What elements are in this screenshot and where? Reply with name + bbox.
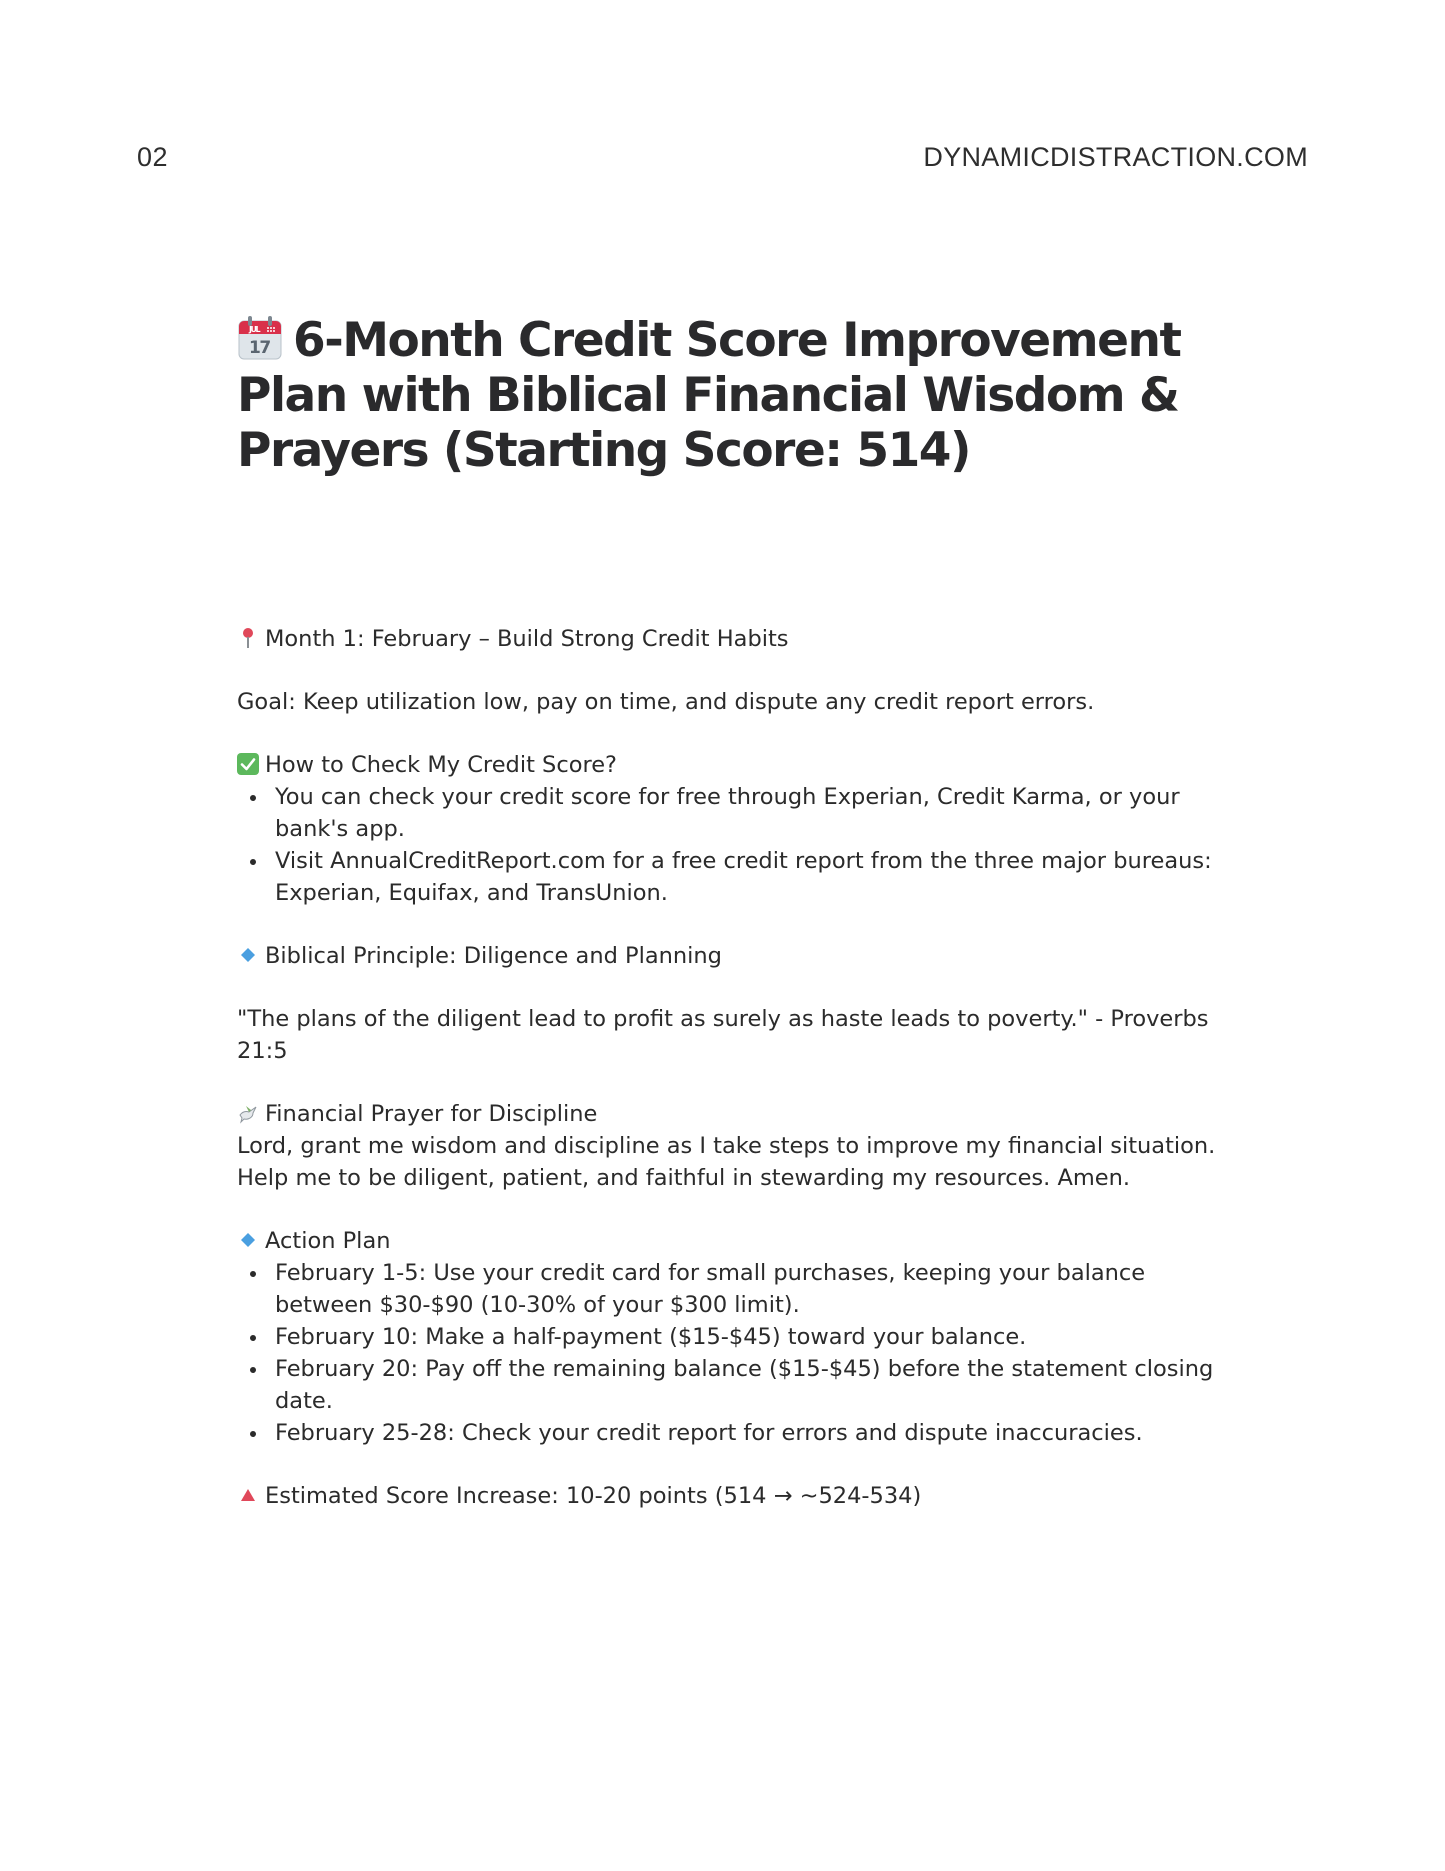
check-score-heading bbox=[237, 749, 1237, 781]
page-title-text: 6-Month Credit Score Improvement Plan with Biblical Financial Wisdom & Prayers (Starting Score: 514) bbox=[237, 313, 1181, 478]
site-name: DYNAMICDISTRACTION.COM bbox=[923, 142, 1308, 172]
blue-diamond-icon bbox=[237, 1229, 259, 1251]
list-item: Visit AnnualCreditReport.com for a free credit report from the three major bureaus: Experian, Equifax, and TransUnion. bbox=[275, 845, 1237, 909]
prayer-heading-text: Financial Prayer for Discipline bbox=[265, 1101, 598, 1127]
list-item: February 25-28: Check your credit report for errors and dispute inaccuracies. bbox=[275, 1417, 1237, 1449]
dove-icon bbox=[237, 1102, 259, 1124]
bible-verse: "The plans of the diligent lead to profit as surely as haste leads to poverty." - Proverbs 21:5 bbox=[237, 1006, 1209, 1064]
month-heading-text: Month 1: February – Build Strong Credit Habits bbox=[265, 626, 789, 652]
month-heading bbox=[237, 623, 1237, 655]
action-plan-list bbox=[237, 1257, 1237, 1449]
check-score-list bbox=[237, 781, 1237, 909]
svg-text:17: 17 bbox=[249, 338, 270, 358]
list-item: You can check your credit score for free through Experian, Credit Karma, or your bank's app. bbox=[275, 781, 1237, 845]
page-title bbox=[237, 313, 1237, 478]
check-mark-icon bbox=[237, 753, 259, 775]
prayer-text: Lord, grant me wisdom and discipline as I take steps to improve my financial situation. Help me to be diligent, patient, and faithful in stewarding my resources. Amen. bbox=[237, 1133, 1216, 1191]
month-section bbox=[237, 623, 1237, 1512]
action-plan-heading bbox=[237, 1225, 1237, 1257]
estimated-increase-text: Estimated Score Increase: 10-20 points (514 → ~524-534) bbox=[265, 1483, 922, 1509]
page-number: 02 bbox=[137, 142, 169, 172]
list-item: February 1-5: Use your credit card for small purchases, keeping your balance between $30-$90 (10-30% of your $300 limit). bbox=[275, 1257, 1237, 1321]
goal-text: Goal: Keep utilization low, pay on time, and dispute any credit report errors. bbox=[237, 689, 1095, 715]
principle-heading bbox=[237, 940, 1237, 972]
principle-heading-text: Biblical Principle: Diligence and Planning bbox=[265, 943, 722, 969]
list-item: February 10: Make a half-payment ($15-$45) toward your balance. bbox=[275, 1321, 1237, 1353]
svg-text:JUL: JUL bbox=[249, 325, 260, 334]
prayer-heading bbox=[237, 1098, 1237, 1130]
check-score-heading-text: How to Check My Credit Score? bbox=[265, 752, 618, 778]
list-item: February 20: Pay off the remaining balance ($15-$45) before the statement closing date. bbox=[275, 1353, 1237, 1417]
red-triangle-icon bbox=[237, 1484, 259, 1506]
pin-icon bbox=[237, 627, 259, 649]
estimated-increase bbox=[237, 1480, 1237, 1512]
calendar-icon bbox=[237, 315, 283, 361]
blue-diamond-icon bbox=[237, 944, 259, 966]
action-plan-heading-text: Action Plan bbox=[265, 1228, 391, 1254]
